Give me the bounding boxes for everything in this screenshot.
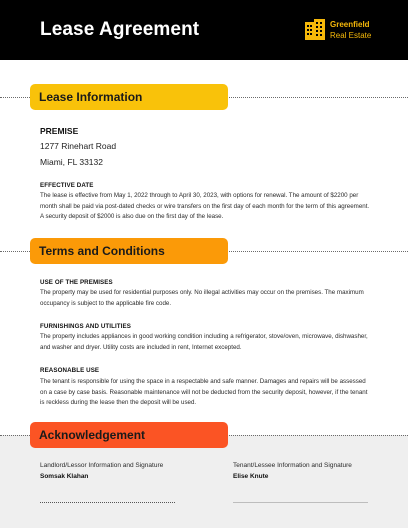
brand-line1: Greenfield [330, 20, 370, 29]
tenant-signature-label: Tenant/Lessee Information and Signature [233, 462, 352, 469]
building-icon [305, 19, 325, 40]
tenant-name: Elise Knute [233, 473, 269, 480]
section-heading-acknowledgement: Acknowledgement [30, 422, 228, 448]
landlord-signature-line[interactable] [40, 502, 175, 503]
address-line-2: Miami, FL 33132 [40, 157, 103, 167]
use-of-premises-text: The property may be used for residential purposes only. No illegal activities may occur on the premises. The maximum occupancy is subject to the applicable fire code. [40, 289, 364, 307]
address-line-1: 1277 Rinehart Road [40, 141, 117, 151]
furnishings-heading: FURNISHINGS AND UTILITIES [40, 323, 131, 330]
furnishings-text: The property includes appliances in good working condition including a refrigerator, stove/oven, microwave, dishwasher, and washer and dryer. Utility costs are included in rent, Internet excepted. [40, 333, 368, 351]
document-title: Lease Agreement [40, 19, 200, 40]
reasonable-use-text: The tenant is responsible for using the space in a respectable and safe manner. Damages and repairs will be assessed on a case by case basis. Reasonable maintenance will not be deducted from the security deposit, however, if the tenant is reckless during the lease then the deposit will be used. [40, 378, 368, 407]
acknowledgement-background [0, 435, 408, 528]
brand-name [330, 19, 371, 41]
section-heading-lease-information: Lease Information [30, 84, 228, 110]
landlord-signature-label: Landlord/Lessor Information and Signature [40, 462, 164, 469]
use-of-premises-heading: USE OF THE PREMISES [40, 279, 113, 286]
premise-heading: PREMISE [40, 126, 79, 136]
reasonable-use-heading: REASONABLE USE [40, 367, 100, 374]
header-bar [0, 0, 408, 60]
effective-date-text: The lease is effective from May 1, 2022 through to April 30, 2023, with options for renewal. The amount of $2200 per month shall be paid via post-dated checks or wire transfers on the first day of each month for the term of this agreement. A security deposit of $2000 is also due on the first day of the lease. [40, 192, 370, 221]
brand-line2: Real Estate [330, 31, 372, 40]
effective-date-heading: EFFECTIVE DATE [40, 182, 94, 189]
section-heading-terms-and-conditions: Terms and Conditions [30, 238, 228, 264]
tenant-signature-line[interactable] [233, 502, 368, 503]
landlord-name: Somsak Klahan [40, 473, 89, 480]
